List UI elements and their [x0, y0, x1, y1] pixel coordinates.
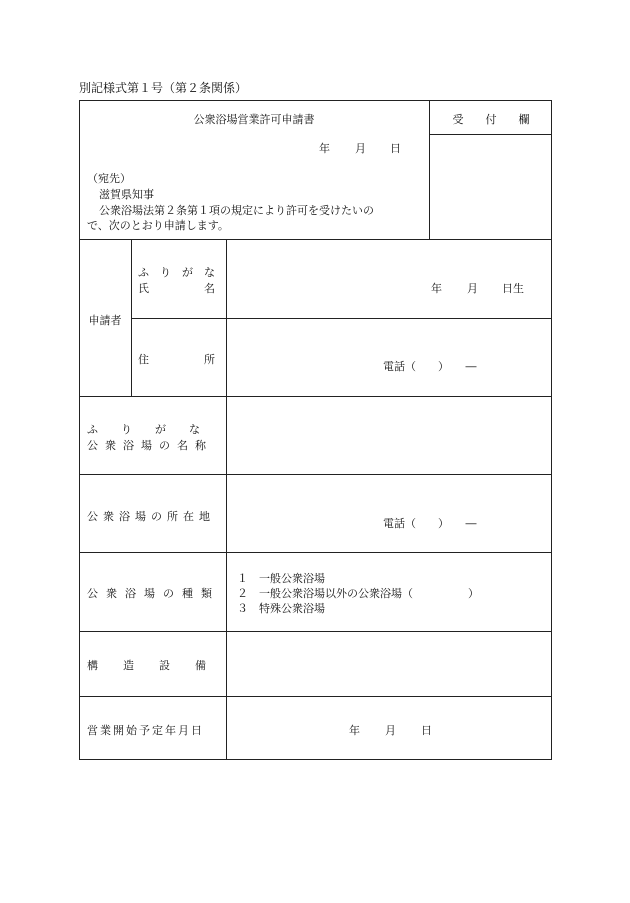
divider: [79, 396, 552, 397]
divider: [79, 552, 552, 553]
addressee-label: （宛先）: [87, 172, 131, 185]
address-label: 住 所: [138, 353, 215, 366]
divider: [429, 134, 552, 135]
form-caption: 別記様式第１号（第２条関係）: [79, 81, 248, 95]
birth-year: 年: [431, 282, 442, 295]
application-date-day: 日: [390, 142, 401, 155]
facility-type-label: 公衆浴場の種類: [87, 587, 220, 600]
birth-month: 月: [467, 282, 478, 295]
divider: [79, 696, 552, 697]
applicant-phone: 電話（ ） ―: [383, 360, 477, 373]
facility-phone: 電話（ ） ―: [383, 517, 477, 530]
facility-type-option: １ 一般公衆浴場: [237, 572, 325, 585]
addressee: 滋賀県知事: [99, 188, 154, 201]
divider: [79, 474, 552, 475]
statement-line-2: で、次のとおり申請します。: [87, 219, 229, 232]
facility-type-option: ３ 特殊公衆浴場: [237, 602, 325, 615]
opening-date-day: 日: [421, 724, 432, 737]
divider: [226, 239, 227, 760]
applicant-label: 申請者: [88, 314, 122, 327]
divider: [79, 239, 552, 240]
name-label: 氏 名: [138, 282, 215, 295]
birth-suffix: 日生: [502, 282, 524, 295]
furigana-label: ふ り が な: [138, 266, 215, 279]
application-date-month: 月: [355, 142, 366, 155]
opening-date-year: 年: [349, 724, 360, 737]
facility-furigana-label: ふ り が な: [87, 423, 206, 436]
facility-location-label: 公衆浴場の所在地: [87, 510, 215, 523]
structure-label: 構造設備: [87, 659, 231, 672]
divider: [79, 631, 552, 632]
application-date-year: 年: [319, 142, 330, 155]
opening-date-month: 月: [385, 724, 396, 737]
divider: [131, 239, 132, 396]
facility-name-label: 公衆浴場の名称: [87, 439, 213, 452]
statement-line-1: 公衆浴場法第２条第１項の規定により許可を受けたいの: [99, 204, 374, 217]
receipt-label: 受 付 欄: [452, 113, 530, 126]
form-title: 公衆浴場営業許可申請書: [193, 113, 315, 126]
divider: [131, 318, 552, 319]
opening-date-label: 営業開始予定年月日: [87, 724, 204, 737]
facility-type-option: ２ 一般公衆浴場以外の公衆浴場（ ）: [237, 587, 479, 600]
